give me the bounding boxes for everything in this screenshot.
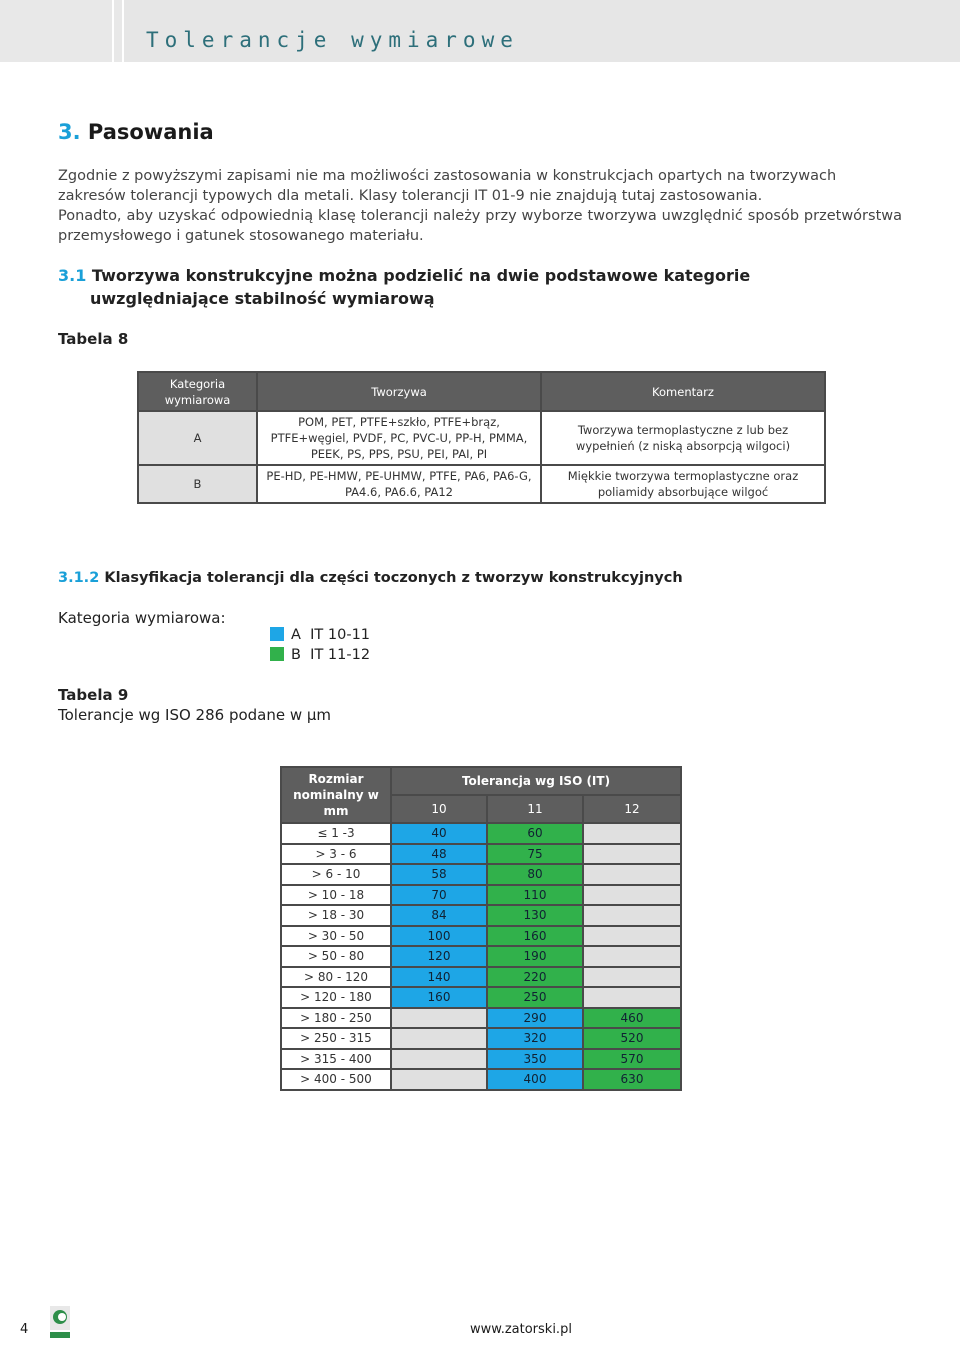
table9-cell-it12: 570 (583, 1049, 681, 1070)
table9-header-it11: 11 (487, 795, 583, 823)
table8-cell-category: B (138, 465, 257, 503)
legend-swatch-a (270, 627, 284, 641)
table9-cell-size: > 18 - 30 (281, 905, 391, 926)
table9-cell-it11: 290 (487, 1008, 583, 1029)
table9-cell-it12 (583, 823, 681, 844)
subsection-number: 3.1.2 (58, 570, 100, 586)
table9-cell-size: > 50 - 80 (281, 946, 391, 967)
table9-cell-it12: 460 (583, 1008, 681, 1029)
table9-cell-it11: 400 (487, 1069, 583, 1090)
table9-cell-it11: 80 (487, 864, 583, 885)
table9-cell-size: > 400 - 500 (281, 1069, 391, 1090)
table9-cell-it10: 100 (391, 926, 487, 947)
table9-header-tolerance: Tolerancja wg ISO (IT) (391, 767, 681, 795)
table9-cell-it11: 250 (487, 987, 583, 1008)
table9-cell-it10: 160 (391, 987, 487, 1008)
table8-cell-materials: POM, PET, PTFE+szkło, PTFE+brąz, PTFE+węgiel, PVDF, PC, PVC-U, PP-H, PMMA, PEEK, PS, PPS, PSU, PEI, PAI, PI (257, 411, 541, 465)
section-title: Pasowania (87, 120, 214, 144)
footer-url[interactable]: www.zatorski.pl (470, 1322, 572, 1337)
subsection-3-1 (58, 264, 750, 310)
table9-cell-size: > 6 - 10 (281, 864, 391, 885)
table9-cell-it10 (391, 1069, 487, 1090)
table9-cell-it10: 120 (391, 946, 487, 967)
table9-cell-it10 (391, 1008, 487, 1029)
table9-cell-size: > 180 - 250 (281, 1008, 391, 1029)
table-row (281, 967, 681, 988)
header-strip-2 (114, 0, 122, 62)
section-heading (58, 120, 214, 144)
table9-cell-it10: 70 (391, 885, 487, 906)
table9-cell-it10: 84 (391, 905, 487, 926)
section-number: 3. (58, 120, 81, 144)
table8 (137, 371, 826, 504)
table9-cell-size: > 10 - 18 (281, 885, 391, 906)
table-row (281, 864, 681, 885)
table9-cell-it10 (391, 1028, 487, 1049)
table8-cell-comment: Tworzywa termoplastyczne z lub bez wypełnień (z niską absorpcją wilgoci) (541, 411, 825, 465)
table8-cell-comment: Miękkie tworzywa termoplastyczne oraz poliamidy absorbujące wilgoć (541, 465, 825, 503)
table-row (281, 926, 681, 947)
table9-caption: Tolerancje wg ISO 286 podane w µm (58, 706, 332, 724)
subsection-line-2: uwzględniające stabilność wymiarową (90, 289, 435, 308)
table-row (281, 905, 681, 926)
table8-header-category: Kategoria wymiarowa (138, 372, 257, 411)
table8-header-comment: Komentarz (541, 372, 825, 411)
table9-label: Tabela 9 (58, 686, 129, 704)
table9-cell-size: > 315 - 400 (281, 1049, 391, 1070)
logo-icon (48, 1304, 72, 1340)
subsection-line-1: Tworzywa konstrukcyjne można podzielić na dwie podstawowe kategorie (91, 266, 751, 285)
table9-cell-it12: 630 (583, 1069, 681, 1090)
subsection-3-1-2 (58, 567, 683, 590)
table9-cell-size: > 30 - 50 (281, 926, 391, 947)
table-row (281, 885, 681, 906)
table-row (281, 946, 681, 967)
table9-cell-it10 (391, 1049, 487, 1070)
subsection-number: 3.1 (58, 266, 87, 285)
table9-cell-size: > 250 - 315 (281, 1028, 391, 1049)
category-label: Kategoria wymiarowa: (58, 609, 226, 627)
table9-cell-it11: 320 (487, 1028, 583, 1049)
header-strip (0, 0, 112, 62)
table8-cell-materials: PE-HD, PE-HMW, PE-UHMW, PTFE, PA6, PA6-G, PA4.6, PA6.6, PA12 (257, 465, 541, 503)
table9-cell-it12 (583, 987, 681, 1008)
table9-cell-it11: 130 (487, 905, 583, 926)
table8-header-materials: Tworzywa (257, 372, 541, 411)
table9-header-it10: 10 (391, 795, 487, 823)
zatorski-logo (48, 1304, 72, 1340)
table9-cell-it10: 58 (391, 864, 487, 885)
table-row (281, 1028, 681, 1049)
table9-cell-it12 (583, 905, 681, 926)
table-row (281, 823, 681, 844)
header-bar (0, 0, 960, 62)
table9-cell-size: > 80 - 120 (281, 967, 391, 988)
table9-cell-it10: 40 (391, 823, 487, 844)
legend-item-a (270, 627, 370, 643)
legend-swatch-b (270, 647, 284, 661)
legend-text-b: B IT 11-12 (291, 647, 371, 663)
table9-cell-it10: 140 (391, 967, 487, 988)
table9-cell-it12: 520 (583, 1028, 681, 1049)
table9-cell-it11: 190 (487, 946, 583, 967)
page-title: Tolerancje wymiarowe (146, 28, 519, 52)
table9-cell-it11: 60 (487, 823, 583, 844)
table9-cell-size: ≤ 1 -3 (281, 823, 391, 844)
table9-cell-it12 (583, 844, 681, 865)
table-row (138, 411, 825, 465)
table9-cell-it12 (583, 885, 681, 906)
table-row (281, 987, 681, 1008)
table9-cell-it12 (583, 967, 681, 988)
intro-paragraph-2: Ponadto, aby uzyskać odpowiednią klasę tolerancji należy przy wyborze tworzywa uwzględnić sposób przetwórstwa przemysłowego i gatunek stosowanego materiału. (58, 208, 902, 244)
legend-text-a: A IT 10-11 (291, 627, 371, 643)
table9 (280, 766, 682, 1091)
table8-cell-category: A (138, 411, 257, 465)
subsection-title: Klasyfikacja tolerancji dla części toczonych z tworzyw konstrukcyjnych (104, 570, 683, 586)
table-row (281, 1049, 681, 1070)
table9-cell-it11: 350 (487, 1049, 583, 1070)
table9-cell-it11: 160 (487, 926, 583, 947)
table9-cell-it12 (583, 864, 681, 885)
table8-label: Tabela 8 (58, 330, 129, 348)
table-row (281, 844, 681, 865)
table9-cell-it11: 75 (487, 844, 583, 865)
table9-cell-it11: 220 (487, 967, 583, 988)
table9-cell-size: > 120 - 180 (281, 987, 391, 1008)
table-row (281, 1008, 681, 1029)
page-number: 4 (20, 1322, 29, 1337)
table9-cell-it12 (583, 926, 681, 947)
table-row (281, 1069, 681, 1090)
table-row (138, 465, 825, 503)
table9-cell-it10: 48 (391, 844, 487, 865)
table9-header-it12: 12 (583, 795, 681, 823)
table9-cell-it11: 110 (487, 885, 583, 906)
table9-header-size: Rozmiar nominalny w mm (281, 767, 391, 823)
table9-cell-size: > 3 - 6 (281, 844, 391, 865)
intro-paragraph-1: Zgodnie z powyższymi zapisami nie ma możliwości zastosowania w konstrukcjach opartych na tworzywach zakresów tolerancji typowych dla metali. Klasy tolerancji IT 01-9 nie znajdują tutaj zastosowania. (58, 168, 837, 204)
legend-item-b (270, 647, 370, 663)
table9-cell-it12 (583, 946, 681, 967)
